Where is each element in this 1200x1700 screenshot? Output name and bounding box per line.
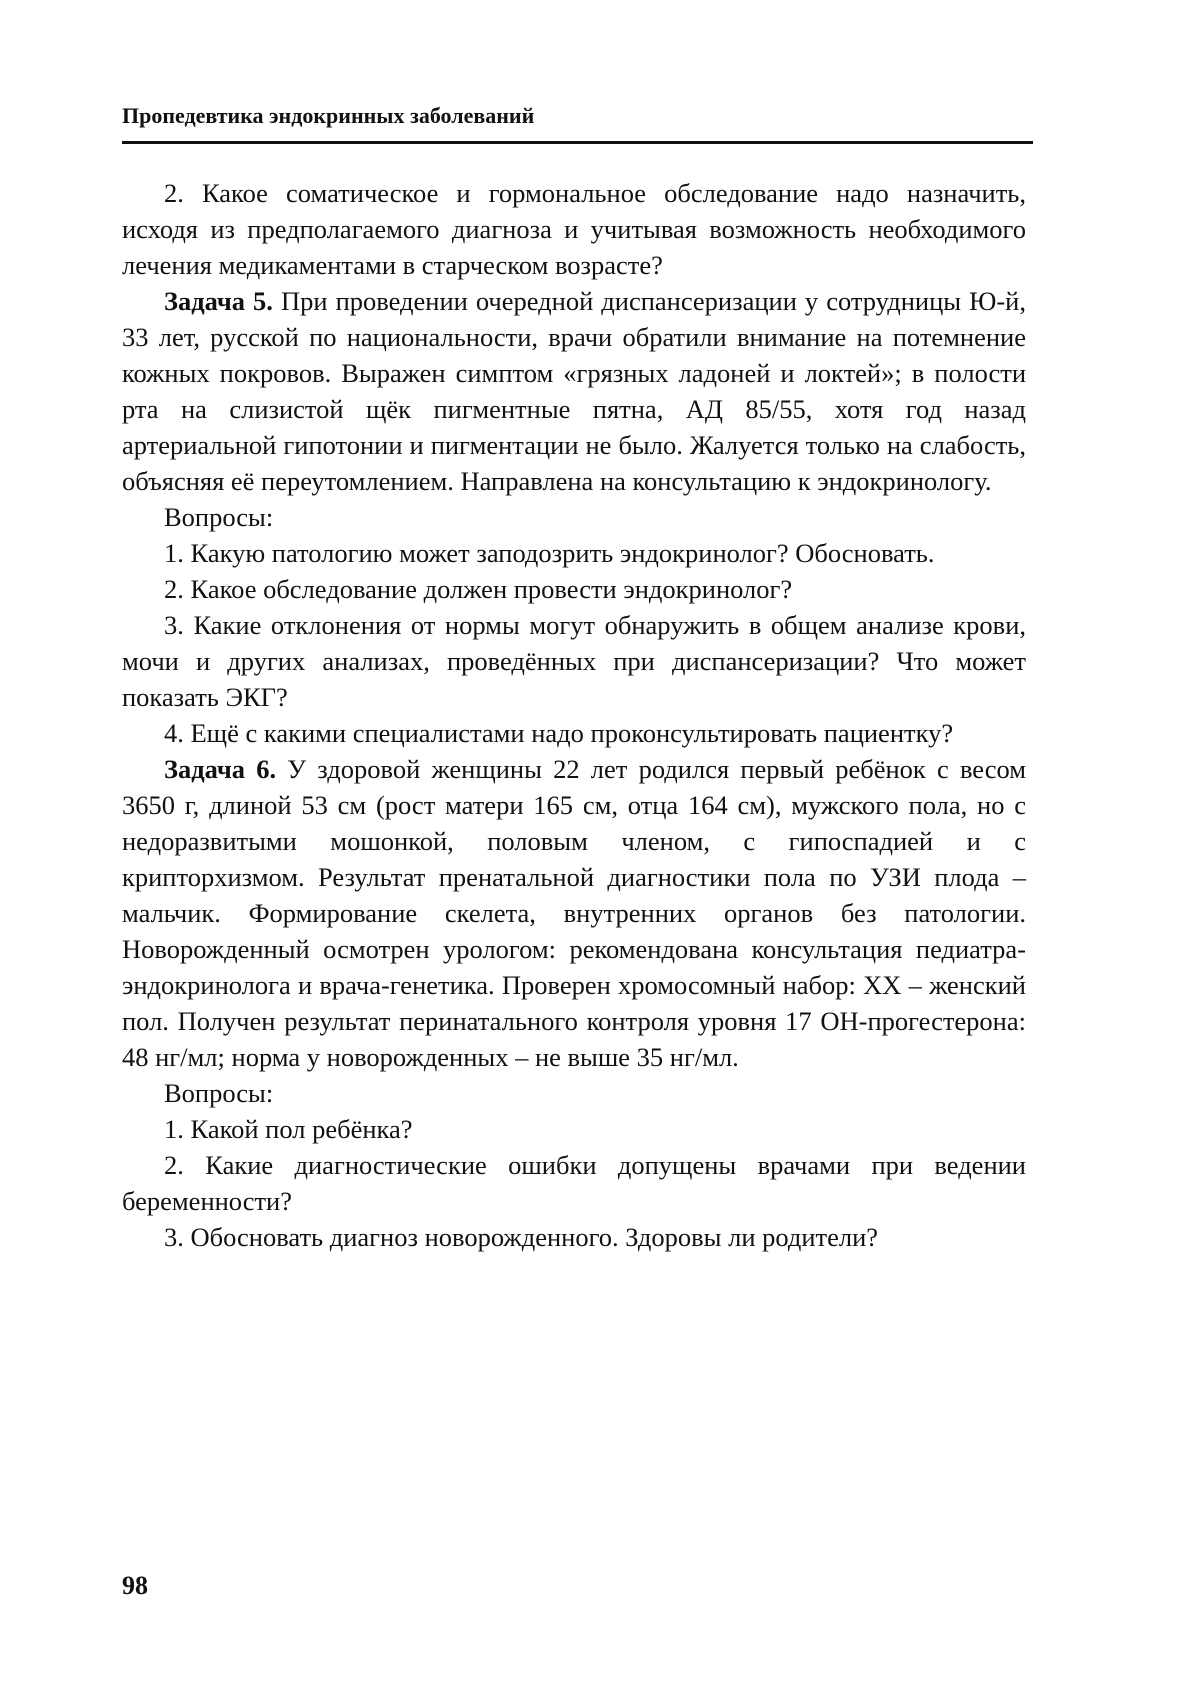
paragraph-text: 4. Ещё с какими специалистами надо проконсультировать пациентку? (164, 718, 954, 748)
paragraph-text: 3. Какие отклонения от нормы могут обнаружить в общем анализе крови, мочи и других анализах, проведённых при диспансеризации? Что может показать ЭКГ? (122, 610, 1026, 712)
paragraph-text: 1. Какую патологию может заподозрить эндокринолог? Обосновать. (164, 538, 935, 568)
paragraph-task6-question-3 (122, 1219, 1026, 1255)
paragraph-task5-question-1 (122, 535, 1026, 571)
paragraph-text: 2. Какие диагностические ошибки допущены врачами при ведении беременности? (122, 1150, 1026, 1216)
paragraph-task-6 (122, 751, 1026, 1075)
paragraph-task5-question-2 (122, 571, 1026, 607)
paragraph-text: 3. Обосновать диагноз новорожденного. Здоровы ли родители? (164, 1222, 879, 1252)
paragraph-question-2-prev (122, 175, 1026, 283)
task-label: Задача 6. (164, 754, 277, 784)
paragraph-text: 2. Какое обследование должен провести эндокринолог? (164, 574, 793, 604)
paragraph-task5-question-3 (122, 607, 1026, 715)
paragraph-task5-question-4 (122, 715, 1026, 751)
paragraph-questions-heading (122, 1075, 1026, 1111)
paragraph-task-5 (122, 283, 1026, 499)
page-number: 98 (122, 1571, 148, 1600)
paragraph-text: 1. Какой пол ребёнка? (164, 1114, 413, 1144)
paragraph-text: Вопросы: (164, 502, 274, 532)
paragraph-questions-heading (122, 499, 1026, 535)
paragraph-task6-question-2 (122, 1147, 1026, 1219)
running-header-title: Пропедевтика эндокринных заболеваний (122, 103, 535, 128)
running-header (122, 100, 1033, 144)
paragraph-text: При проведении очередной диспансеризации у сотрудницы Ю-й, 33 лет, русской по национальности, врачи обратили внимание на потемнение кожных покровов. Выражен симптом «грязных ладоней и локтей»; в полости рта на слизистой щёк пигментные пятна, АД 85/55, хотя год назад артериальной гипотонии и пигментации не было. Жалуется только на слабость, объясняя её переутомлением. Направлена на консультацию к эндокринологу. (122, 286, 1026, 496)
paragraph-text: 2. Какое соматическое и гормональное обследование надо назначить, исходя из предполагаемого диагноза и учитывая возможность необходимого лечения медикаментами в старческом возрасте? (122, 178, 1026, 280)
paragraph-text: Вопросы: (164, 1078, 274, 1108)
task-label: Задача 5. (164, 286, 273, 316)
paragraph-text: У здоровой женщины 22 лет родился первый ребёнок с весом 3650 г, длиной 53 см (рост матери 165 см, отца 164 см), мужского пола, но с недоразвитыми мошонкой, половым членом, с гипоспадией и с крипторхизмом. Результат пренатальной диагностики пола по УЗИ плода – мальчик. Формирование скелета, внутренних органов без патологии. Новорожденный осмотрен урологом: рекомендована консультация педиатра-эндокринолога и врача-генетика. Проверен хромосомный набор: XX – женский пол. Получен результат перинатального контроля уровня 17 ОН-прогестерона: 48 нг/мл; норма у новорожденных – не выше 35 нг/мл. (122, 754, 1026, 1072)
page-body (122, 175, 1026, 1255)
paragraph-task6-question-1 (122, 1111, 1026, 1147)
